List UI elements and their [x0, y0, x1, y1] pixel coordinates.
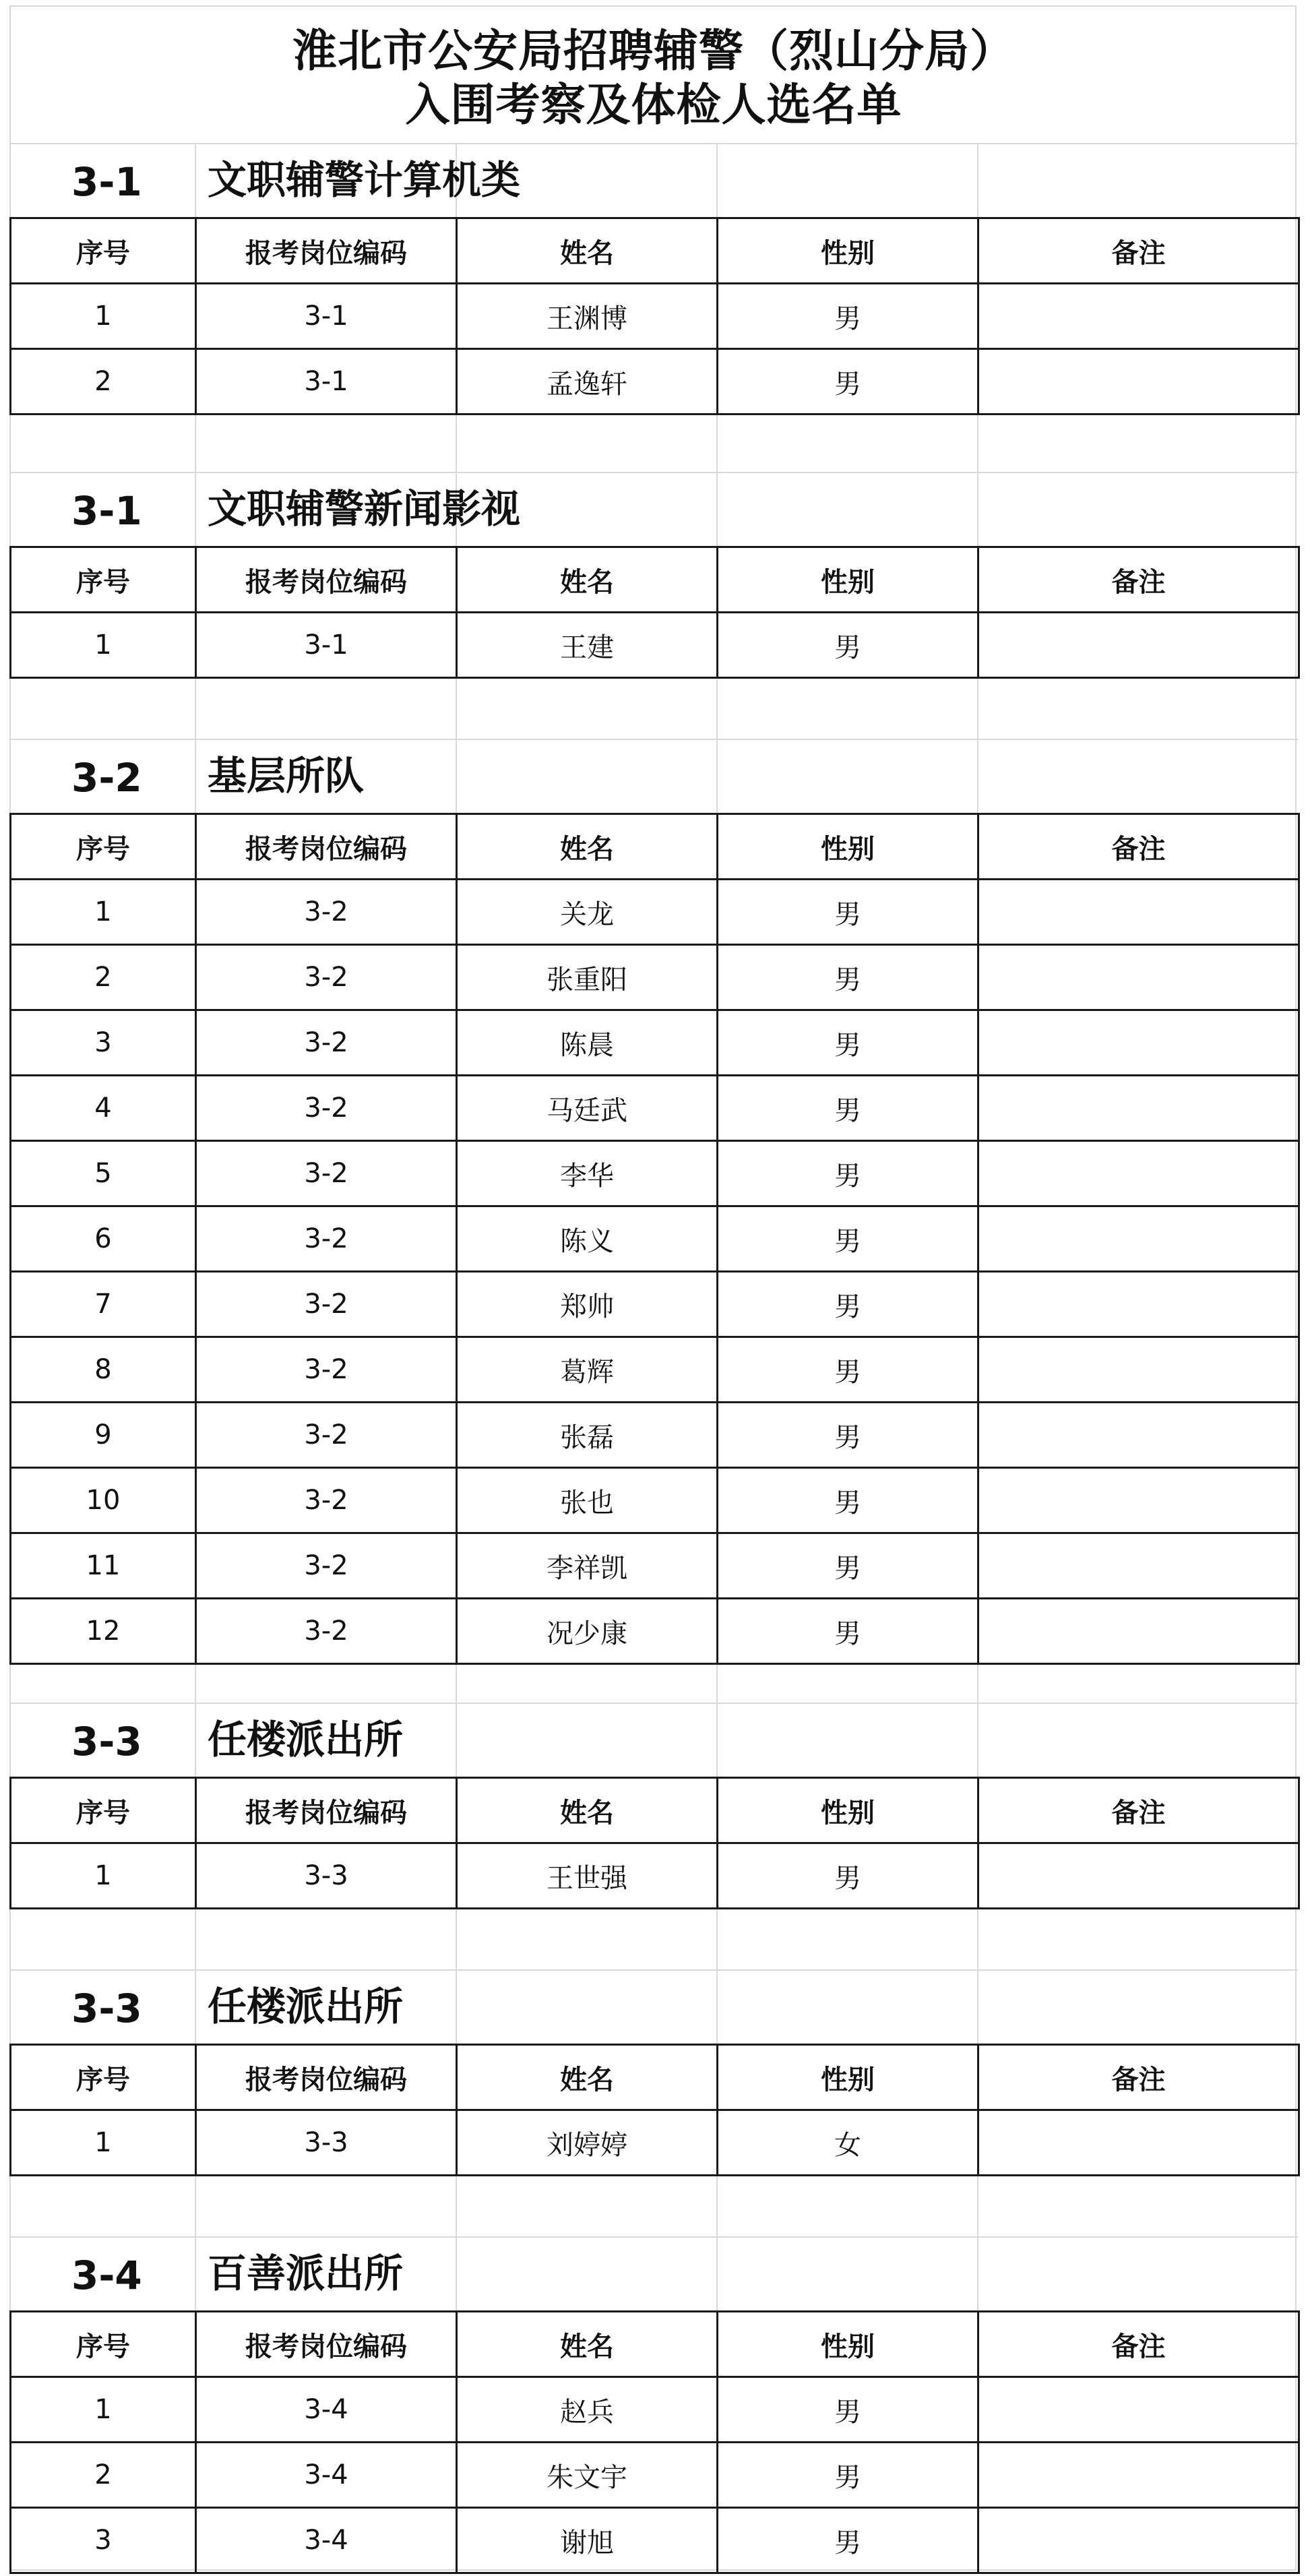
cell-remark: [978, 945, 1299, 1010]
cell-code: 3-4: [196, 2443, 457, 2508]
table-row: [11, 1076, 1299, 1141]
cell-seq: 3: [11, 2508, 196, 2573]
cell-remark: [978, 1599, 1299, 1664]
table-row: [11, 1599, 1299, 1664]
cell-gender: 男: [718, 2508, 978, 2573]
cell-seq: 2: [11, 2443, 196, 2508]
header-gender: 性别: [718, 2312, 978, 2377]
cell-seq: 1: [11, 613, 196, 678]
section-title: 任楼派出所: [208, 1984, 404, 2029]
header-seq: 序号: [11, 814, 196, 880]
cell-code: 3-4: [196, 2377, 457, 2443]
cell-name: 陈晨: [457, 1010, 718, 1076]
cell-seq: 11: [11, 1533, 196, 1599]
cell-gender: 男: [718, 1403, 978, 1468]
cell-remark: [978, 1337, 1299, 1403]
section-header: [9, 1969, 1298, 2044]
cell-code: 3-2: [196, 1468, 457, 1533]
cell-remark: [978, 1076, 1299, 1141]
document-title-line-2: 入围考察及体检人选名单: [405, 79, 902, 131]
cell-seq: 2: [11, 349, 196, 415]
cell-code: 3-2: [196, 880, 457, 945]
cell-seq: 1: [11, 2110, 196, 2176]
table-row: [11, 1337, 1299, 1403]
cell-code: 3-2: [196, 1533, 457, 1599]
cell-code: 3-4: [196, 2508, 457, 2573]
cell-name: 关龙: [457, 880, 718, 945]
roster-table: [9, 546, 1300, 679]
header-gender: 性别: [718, 1778, 978, 1843]
roster-table: [9, 217, 1300, 415]
header-name: 姓名: [457, 814, 718, 880]
table-row: [11, 880, 1299, 945]
header-name: 姓名: [457, 1778, 718, 1843]
section-title: 任楼派出所: [208, 1717, 404, 1762]
table-header-row: [11, 2045, 1299, 2110]
cell-gender: 男: [718, 1337, 978, 1403]
header-remark: 备注: [978, 218, 1299, 284]
cell-seq: 2: [11, 945, 196, 1010]
cell-name: 赵兵: [457, 2377, 718, 2443]
section-header: [9, 472, 1298, 546]
table-row: [11, 2110, 1299, 2176]
cell-code: 3-1: [196, 284, 457, 349]
table-header-row: [11, 2312, 1299, 2377]
cell-remark: [978, 2443, 1299, 2508]
cell-remark: [978, 284, 1299, 349]
cell-seq: 1: [11, 2377, 196, 2443]
cell-code: 3-2: [196, 1272, 457, 1337]
cell-seq: 5: [11, 1141, 196, 1206]
cell-remark: [978, 1010, 1299, 1076]
cell-name: 谢旭: [457, 2508, 718, 2573]
cell-remark: [978, 1533, 1299, 1599]
table-row: [11, 1141, 1299, 1206]
table-header-row: [11, 218, 1299, 284]
cell-name: 张也: [457, 1468, 718, 1533]
cell-code: 3-2: [196, 1076, 457, 1141]
cell-code: 3-2: [196, 1141, 457, 1206]
header-seq: 序号: [11, 2045, 196, 2110]
cell-seq: 3: [11, 1010, 196, 1076]
table-row: [11, 2443, 1299, 2508]
header-remark: 备注: [978, 1778, 1299, 1843]
cell-code: 3-2: [196, 1599, 457, 1664]
header-code: 报考岗位编码: [196, 547, 457, 613]
cell-remark: [978, 2110, 1299, 2176]
cell-code: 3-2: [196, 1206, 457, 1272]
header-remark: 备注: [978, 2312, 1299, 2377]
table-row: [11, 349, 1299, 415]
section-code: 3-2: [71, 755, 142, 801]
cell-gender: 男: [718, 1206, 978, 1272]
cell-gender: 男: [718, 1599, 978, 1664]
cell-remark: [978, 1272, 1299, 1337]
header-name: 姓名: [457, 547, 718, 613]
cell-name: 王世强: [457, 1843, 718, 1909]
section-header: [9, 1703, 1298, 1777]
cell-name: 刘婷婷: [457, 2110, 718, 2176]
cell-code: 3-3: [196, 2110, 457, 2176]
cell-gender: 男: [718, 613, 978, 678]
cell-remark: [978, 1206, 1299, 1272]
cell-code: 3-1: [196, 349, 457, 415]
header-remark: 备注: [978, 2045, 1299, 2110]
table-row: [11, 613, 1299, 678]
section-title: 百善派出所: [208, 2250, 404, 2296]
section-title: 文职辅警新闻影视: [208, 486, 521, 532]
cell-name: 张磊: [457, 1403, 718, 1468]
cell-gender: 男: [718, 2443, 978, 2508]
header-code: 报考岗位编码: [196, 218, 457, 284]
table-header-row: [11, 1778, 1299, 1843]
cell-remark: [978, 2377, 1299, 2443]
cell-name: 马廷武: [457, 1076, 718, 1141]
header-remark: 备注: [978, 814, 1299, 880]
header-code: 报考岗位编码: [196, 2045, 457, 2110]
cell-seq: 4: [11, 1076, 196, 1141]
cell-code: 3-2: [196, 1337, 457, 1403]
table-header-row: [11, 814, 1299, 880]
cell-gender: 男: [718, 1010, 978, 1076]
cell-seq: 10: [11, 1468, 196, 1533]
cell-gender: 男: [718, 1272, 978, 1337]
cell-seq: 9: [11, 1403, 196, 1468]
cell-name: 王建: [457, 613, 718, 678]
cell-remark: [978, 349, 1299, 415]
cell-code: 3-3: [196, 1843, 457, 1909]
cell-name: 王渊博: [457, 284, 718, 349]
header-name: 姓名: [457, 218, 718, 284]
cell-code: 3-2: [196, 1010, 457, 1076]
header-remark: 备注: [978, 547, 1299, 613]
cell-gender: 男: [718, 1076, 978, 1141]
header-seq: 序号: [11, 218, 196, 284]
header-code: 报考岗位编码: [196, 814, 457, 880]
table-row: [11, 1206, 1299, 1272]
table-row: [11, 1533, 1299, 1599]
cell-remark: [978, 2508, 1299, 2573]
section-title: 文职辅警计算机类: [208, 157, 521, 203]
section-code: 3-3: [71, 1719, 142, 1765]
roster-table: [9, 1777, 1300, 1909]
section-code: 3-3: [71, 1986, 142, 2031]
header-gender: 性别: [718, 547, 978, 613]
section-code: 3-4: [71, 2252, 142, 2298]
cell-remark: [978, 613, 1299, 678]
cell-name: 葛辉: [457, 1337, 718, 1403]
header-code: 报考岗位编码: [196, 1778, 457, 1843]
section-code: 3-1: [71, 159, 142, 205]
section-header: [9, 143, 1298, 217]
cell-gender: 男: [718, 1468, 978, 1533]
header-seq: 序号: [11, 2312, 196, 2377]
table-header-row: [11, 547, 1299, 613]
cell-name: 况少康: [457, 1599, 718, 1664]
cell-name: 孟逸轩: [457, 349, 718, 415]
cell-name: 张重阳: [457, 945, 718, 1010]
cell-code: 3-2: [196, 1403, 457, 1468]
cell-gender: 男: [718, 1843, 978, 1909]
table-row: [11, 1468, 1299, 1533]
cell-seq: 1: [11, 284, 196, 349]
table-row: [11, 2377, 1299, 2443]
cell-gender: 男: [718, 1141, 978, 1206]
cell-remark: [978, 880, 1299, 945]
header-name: 姓名: [457, 2045, 718, 2110]
cell-code: 3-2: [196, 945, 457, 1010]
cell-seq: 1: [11, 880, 196, 945]
section-header: [9, 2236, 1298, 2310]
table-row: [11, 945, 1299, 1010]
cell-code: 3-1: [196, 613, 457, 678]
roster-table: [9, 813, 1300, 1665]
table-row: [11, 1272, 1299, 1337]
cell-gender: 男: [718, 945, 978, 1010]
cell-name: 李祥凯: [457, 1533, 718, 1599]
cell-seq: 6: [11, 1206, 196, 1272]
cell-name: 陈义: [457, 1206, 718, 1272]
cell-seq: 7: [11, 1272, 196, 1337]
cell-gender: 男: [718, 2377, 978, 2443]
cell-seq: 8: [11, 1337, 196, 1403]
cell-name: 郑帅: [457, 1272, 718, 1337]
section-header: [9, 739, 1298, 813]
cell-name: 朱文宇: [457, 2443, 718, 2508]
cell-gender: 男: [718, 880, 978, 945]
cell-remark: [978, 1843, 1299, 1909]
cell-remark: [978, 1468, 1299, 1533]
table-row: [11, 2508, 1299, 2573]
table-row: [11, 1843, 1299, 1909]
header-gender: 性别: [718, 814, 978, 880]
roster-table: [9, 2044, 1300, 2176]
document-title-line-1: 淮北市公安局招聘辅警（烈山分局）: [292, 25, 1015, 77]
section-code: 3-1: [71, 488, 142, 534]
header-code: 报考岗位编码: [196, 2312, 457, 2377]
cell-remark: [978, 1403, 1299, 1468]
table-row: [11, 1403, 1299, 1468]
cell-gender: 女: [718, 2110, 978, 2176]
table-row: [11, 1010, 1299, 1076]
roster-table: [9, 2310, 1300, 2574]
header-seq: 序号: [11, 1778, 196, 1843]
header-gender: 性别: [718, 2045, 978, 2110]
header-seq: 序号: [11, 547, 196, 613]
section-title: 基层所队: [208, 753, 365, 799]
cell-gender: 男: [718, 284, 978, 349]
table-row: [11, 284, 1299, 349]
cell-remark: [978, 1141, 1299, 1206]
cell-gender: 男: [718, 1533, 978, 1599]
cell-gender: 男: [718, 349, 978, 415]
cell-seq: 1: [11, 1843, 196, 1909]
header-gender: 性别: [718, 218, 978, 284]
cell-name: 李华: [457, 1141, 718, 1206]
cell-seq: 12: [11, 1599, 196, 1664]
header-name: 姓名: [457, 2312, 718, 2377]
